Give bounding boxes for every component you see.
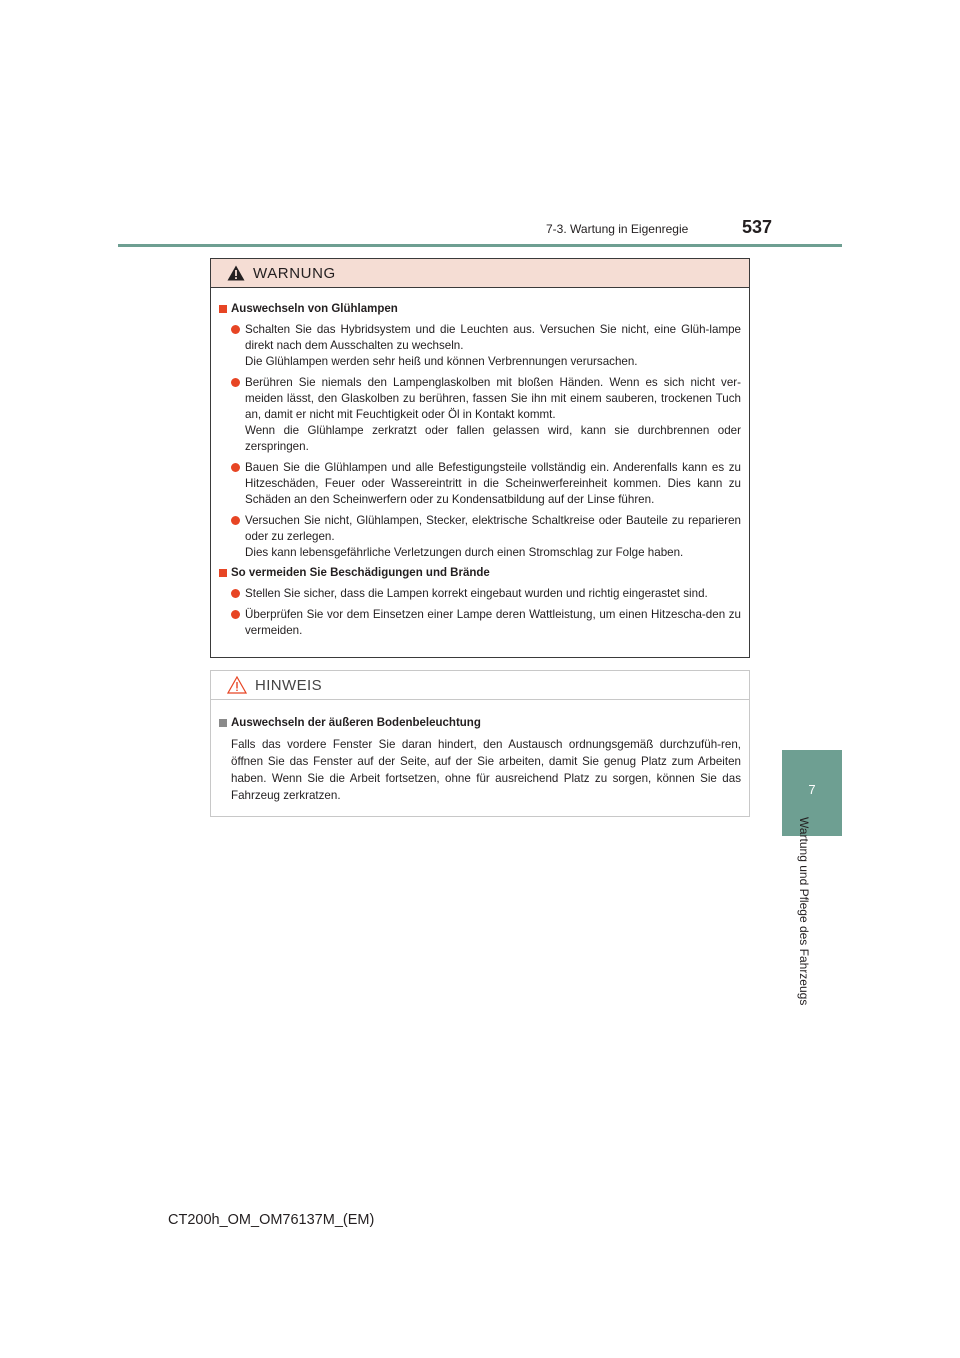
warning-box bbox=[210, 258, 750, 658]
warning-bullet bbox=[219, 586, 741, 602]
bullet-line: Berühren Sie niemals den Lampenglaskolben mit bloßen Händen. Wenn es sich nicht ver-meiden lässt, den Glaskolben zu berühren, fassen Sie ihn mit einem sauberen, trockenen Tuch an, damit er nicht mit Feuchtigkeit oder Öl in Kontakt kommt. bbox=[245, 376, 741, 421]
note-header bbox=[211, 671, 749, 700]
warning-header bbox=[211, 259, 749, 288]
red-square-icon bbox=[219, 569, 227, 577]
warning-triangle-icon bbox=[227, 265, 245, 281]
bullet-dot-icon bbox=[231, 610, 240, 619]
section-heading-text: Auswechseln von Glühlampen bbox=[231, 303, 398, 315]
header-divider bbox=[118, 244, 842, 247]
note-box bbox=[210, 670, 750, 817]
bullet-dot-icon bbox=[231, 325, 240, 334]
note-title: HINWEIS bbox=[255, 676, 322, 694]
warning-title: WARNUNG bbox=[253, 264, 336, 282]
note-content bbox=[211, 700, 749, 804]
bullet-dot-icon bbox=[231, 589, 240, 598]
bullet-dot-icon bbox=[231, 516, 240, 525]
page-number: 537 bbox=[742, 217, 773, 237]
warning-section-heading bbox=[219, 302, 741, 317]
warning-content bbox=[211, 288, 749, 639]
note-heading: Auswechseln der äußeren Bodenbeleuchtung bbox=[231, 717, 481, 729]
bullet-line: Wenn die Glühlampe zerkratzt oder fallen gelassen wird, kann sie durchbrennen oder zerspringen. bbox=[245, 424, 741, 453]
warning-bullet bbox=[219, 607, 741, 639]
bullet-text bbox=[245, 322, 741, 370]
warning-bullet bbox=[219, 460, 741, 508]
warning-section-heading bbox=[219, 566, 741, 581]
bullet-line: Dies kann lebensgefährliche Verletzungen durch einen Stromschlag zur Folge haben. bbox=[245, 546, 684, 559]
bullet-dot-icon bbox=[231, 463, 240, 472]
bullet-text bbox=[245, 607, 741, 639]
bullet-line: Schalten Sie das Hybridsystem und die Leuchten aus. Versuchen Sie nicht, eine Glüh-lampe direkt nach dem Ausschalten zu wechseln. bbox=[245, 323, 741, 352]
bullet-text bbox=[245, 586, 708, 602]
bullet-text bbox=[245, 375, 741, 455]
bullet-line: Bauen Sie die Glühlampen und alle Befestigungsteile vollständig ein. Anderenfalls kann es zu Hitzeschäden, Feuer oder Wassereintritt in die Scheinwerfereinheit kommen. Dies kann zu Schäden an den Scheinwerfern oder zu Kondensatbildung auf der Linse führen. bbox=[245, 461, 741, 506]
bullet-line: Stellen Sie sicher, dass die Lampen korrekt eingebaut wurden und richtig eingerastet sind. bbox=[245, 587, 708, 600]
chapter-number: 7 bbox=[808, 782, 816, 797]
bullet-dot-icon bbox=[231, 378, 240, 387]
red-square-icon bbox=[219, 305, 227, 313]
chapter-title: Wartung und Pflege des Fahrzeugs bbox=[797, 817, 811, 1006]
document-code: CT200h_OM_OM76137M_(EM) bbox=[168, 1212, 375, 1228]
warning-bullet bbox=[219, 322, 741, 370]
note-text: Falls das vordere Fenster Sie daran hindert, den Austausch ordnungsgemäß durchzufüh-ren, öffnen Sie das Fenster auf der Seite, auf der Sie arbeiten, damit Sie genug Platz zum Arbeiten haben. Wenn Sie die Arbeit fortsetzen, ohne für ausreichend Platz zu sorgen, können Sie das Fahrzeug zerkratzen. bbox=[231, 738, 741, 802]
chapter-tab bbox=[782, 750, 842, 836]
bullet-text bbox=[245, 460, 741, 508]
section-heading-text: So vermeiden Sie Beschädigungen und Brände bbox=[231, 567, 490, 579]
warning-bullet bbox=[219, 513, 741, 561]
section-title: 7-3. Wartung in Eigenregie bbox=[546, 222, 689, 236]
grey-square-icon bbox=[219, 719, 227, 727]
bullet-line: Versuchen Sie nicht, Glühlampen, Stecker, elektrische Schaltkreise oder Bauteile zu reparieren oder zu zerlegen. bbox=[245, 514, 741, 543]
warning-bullet bbox=[219, 375, 741, 455]
caution-triangle-icon bbox=[227, 676, 247, 694]
bullet-line: Überprüfen Sie vor dem Einsetzen einer Lampe deren Wattleistung, um einen Hitzescha-den zu vermeiden. bbox=[245, 608, 741, 637]
bullet-text bbox=[245, 513, 741, 561]
note-heading-row bbox=[219, 716, 741, 731]
bullet-line: Die Glühlampen werden sehr heiß und können Verbrennungen verursachen. bbox=[245, 355, 638, 368]
